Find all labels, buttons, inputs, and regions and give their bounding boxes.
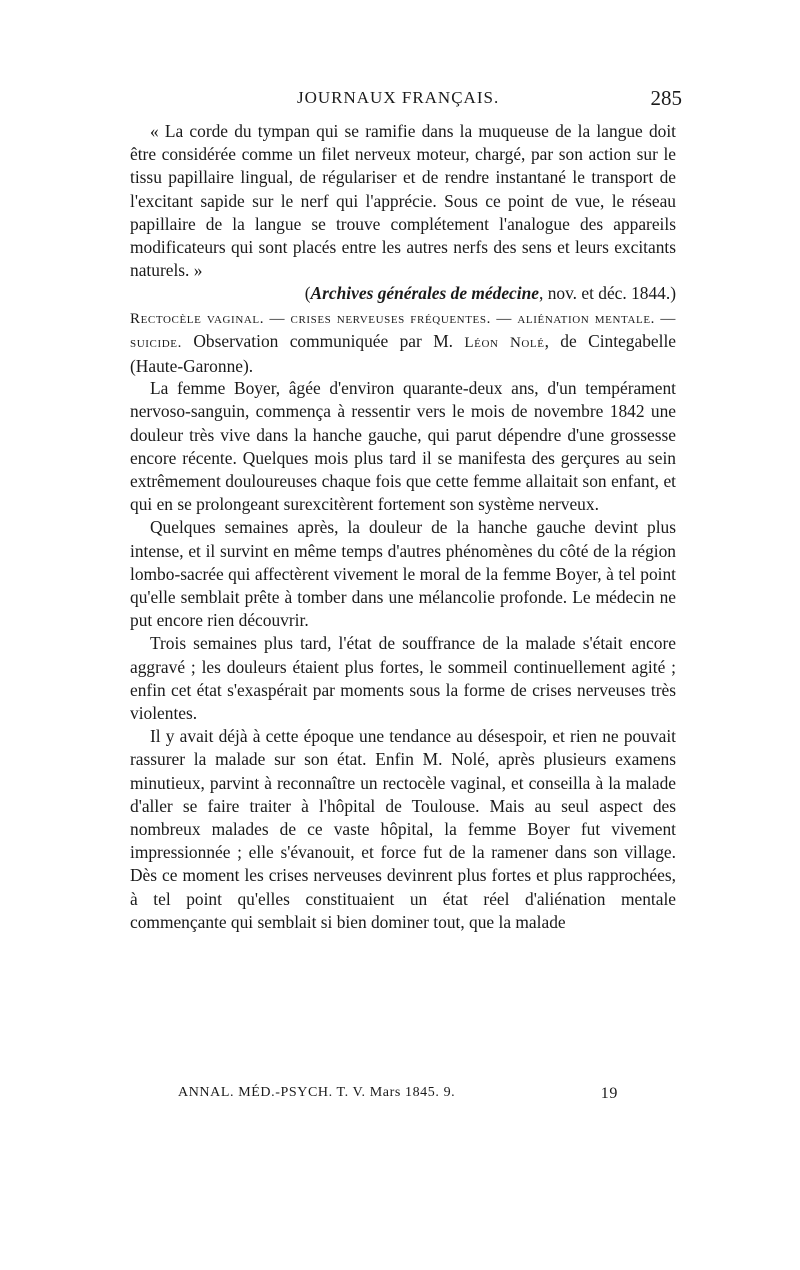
section-heading (130, 306, 676, 378)
page-body (130, 120, 676, 934)
heading-caps: Rectocèle vaginal. — crises nerveuses fréquentes. — aliénation mentale. — suicide. (130, 310, 676, 352)
page-header (130, 88, 682, 116)
page-number: 285 (650, 86, 682, 110)
signature-mark: 19 (600, 1085, 618, 1102)
paragraph-2: Quelques semaines après, la douleur de la hanche gauche devint plus intense, et il survint en même temps d'autres phénomènes du côté de la région lombo-sacrée qui affectèrent vivement le moral de la femme Boyer, à tel point qu'elle semblait prête à tomber dans une mélancolie profonde. Le médecin ne put encore rien découvrir. (130, 517, 676, 631)
citation-details: , nov. et déc. 1844.) (539, 283, 676, 304)
paragraph-4: Il y avait déjà à cette époque une tendance au désespoir, et rien ne pouvait rassurer la malade sur son état. Enfin M. Nolé, après plusieurs examens minutieux, parvint à reconnaître un rectocèle vaginal, et conseilla à la malade d'aller se faire traiter à l'hôpital de Toulouse. Mais au seul aspect des nombreux malades de ce vaste hôpital, la femme Boyer fut vivement impressionnée ; elle s'évanouit, et force fut de la ramener dans son village. Dès ce moment les crises nerveuses devinrent plus fortes et plus rapprochées, à tel point qu'elles constituaient un état réel d'aliénation mentale commençante qui semblait si bien dominer tout, que la malade (130, 726, 676, 932)
citation-journal-title: Archives générales de médecine (310, 283, 539, 304)
running-title: JOURNAUX FRANÇAIS. (297, 88, 500, 107)
heading-author: Léon Nolé (464, 335, 545, 352)
heading-text: Observation communiquée par M. (181, 331, 465, 352)
citation-open: ( (304, 283, 311, 304)
heading-tail: , de Cintegabelle (Haute-Garonne). (130, 331, 676, 376)
paragraph-1: La femme Boyer, âgée d'environ quarante-deux ans, d'un tempérament nervoso-sanguin, commença à ressentir vers le mois de novembre 1842 une douleur très vive dans la hanche gauche, qui parut dépendre d'une grossesse encore récente. Quelques mois plus tard il se manifesta des gerçures au sein extrêmement douloureuses chaque fois que cette femme allaitait son enfant, et qui en se prolongeant surexcitèrent fortement son système nerveux. (130, 378, 676, 515)
paragraph-3: Trois semaines plus tard, l'état de souffrance de la malade s'était encore aggravé ; les douleurs étaient plus fortes, le sommeil continuellement agité ; enfin cet état s'exaspérait par moments sous la forme de crises nerveuses très violentes. (130, 633, 676, 723)
quote-citation (130, 282, 676, 305)
quoted-passage (130, 120, 676, 306)
page-footer (178, 1085, 618, 1101)
footer-imprint: ANNAL. MÉD.-PSYCH. T. V. Mars 1845. 9. (178, 1085, 456, 1100)
quote-paragraph: « La corde du tympan qui se ramifie dans la muqueuse de la langue doit être considérée comme un filet nerveux moteur, chargé, par son action sur le tissu papillaire lingual, de régulariser et de rendre instantané le transport de l'excitant sapide sur le nerf qui l'apprécie. Sous ce point de vue, le réseau papillaire de la langue se trouve complétement l'analogue des appareils modificateurs qui sont placés entre les autres nerfs des sens et leurs excitants naturels. » (130, 121, 676, 281)
